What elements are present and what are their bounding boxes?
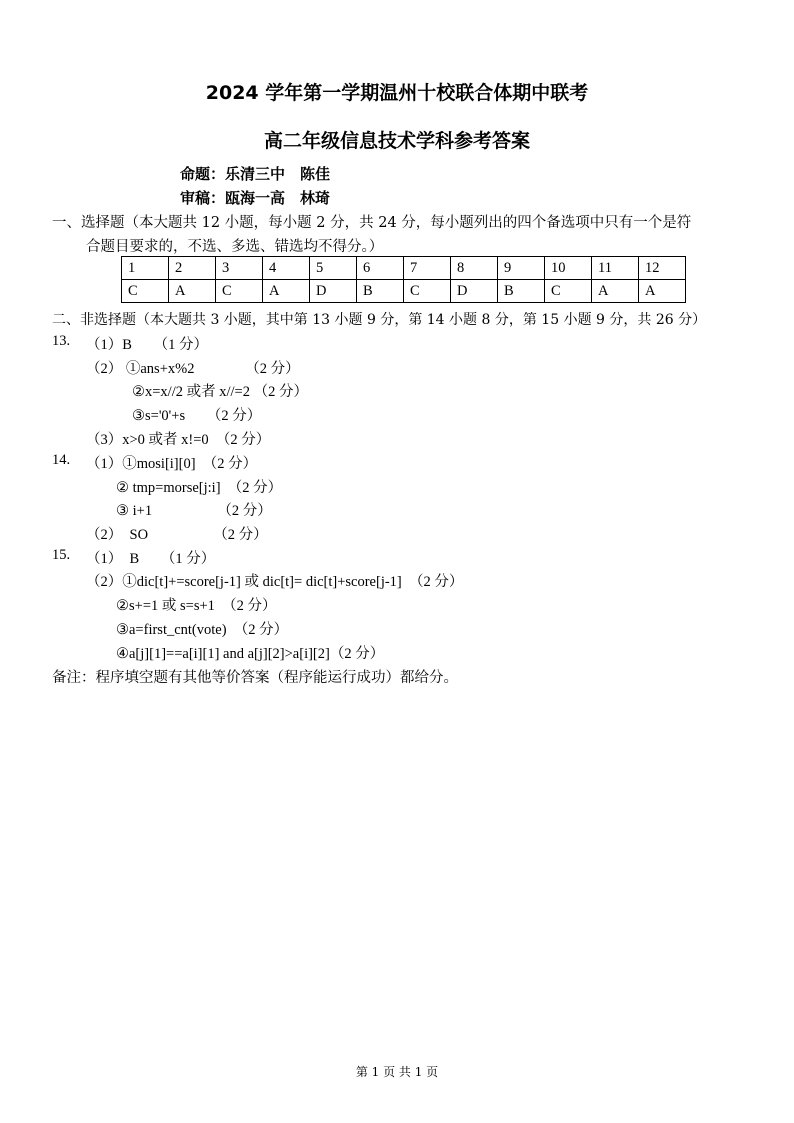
question-number-cell: 11 bbox=[592, 257, 639, 280]
question-number-cell: 5 bbox=[310, 257, 357, 280]
answer-cell: C bbox=[122, 280, 169, 303]
answer-cell: B bbox=[357, 280, 404, 303]
remark-note: 备注：程序填空题有其他等价答案（程序能运行成功）都给分。 bbox=[52, 670, 458, 686]
question-number-cell: 8 bbox=[451, 257, 498, 280]
question-number-row bbox=[122, 257, 686, 280]
q13-part2-b: ②x=x//2 或者 x//=2 （2 分） bbox=[132, 384, 308, 400]
answer-cell: A bbox=[263, 280, 310, 303]
answer-cell: A bbox=[639, 280, 686, 303]
question-number-cell: 7 bbox=[404, 257, 451, 280]
choice-answer-table bbox=[121, 256, 686, 303]
reviewer-line: 审稿：瓯海一高 林琦 bbox=[180, 189, 331, 207]
q15-part2-a: （2）①dic[t]+=score[j-1] 或 dic[t]= dic[t]+score[j-1] （2 分） bbox=[86, 574, 464, 590]
answer-cell: C bbox=[545, 280, 592, 303]
answer-row bbox=[122, 280, 686, 303]
q15-part2-c: ③a=first_cnt(vote) （2 分） bbox=[116, 622, 289, 638]
answer-cell: B bbox=[498, 280, 545, 303]
q14-part1-b: ② tmp=morse[j:i] （2 分） bbox=[116, 480, 283, 496]
section2-heading: 二、非选择题（本大题共 3 小题，其中第 13 小题 9 分，第 14 小题 8 分，第 15 小题 9 分，共 26 分） bbox=[52, 312, 707, 328]
q14-part1-a: （1）①mosi[i][0] （2 分） bbox=[86, 456, 258, 472]
q14-number: 14. bbox=[52, 452, 71, 468]
answer-cell: D bbox=[310, 280, 357, 303]
author-line: 命题：乐清三中 陈佳 bbox=[180, 165, 331, 183]
q13-number: 13. bbox=[52, 333, 71, 349]
document-subtitle: 高二年级信息技术学科参考答案 bbox=[263, 130, 530, 152]
question-number-cell: 6 bbox=[357, 257, 404, 280]
q13-part3: （3）x>0 或者 x!=0 （2 分） bbox=[86, 432, 271, 448]
q15-part1: （1） B （1 分） bbox=[86, 551, 216, 567]
question-number-cell: 3 bbox=[216, 257, 263, 280]
q15-number: 15. bbox=[52, 547, 71, 563]
question-number-cell: 12 bbox=[639, 257, 686, 280]
answer-cell: A bbox=[592, 280, 639, 303]
q14-part1-c: ③ i+1 （2 分） bbox=[116, 503, 272, 519]
q15-part2-d: ④a[j][1]==a[i][1] and a[j][2]>a[i][2]（2 分） bbox=[116, 646, 385, 662]
q13-part2-c: ③s='0'+s （2 分） bbox=[132, 408, 262, 424]
question-number-cell: 4 bbox=[263, 257, 310, 280]
answer-cell: C bbox=[216, 280, 263, 303]
q13-part1: （1）B （1 分） bbox=[86, 337, 209, 353]
page-footer: 第 1 页 共 1 页 bbox=[355, 1065, 439, 1079]
question-number-cell: 10 bbox=[545, 257, 592, 280]
question-number-cell: 1 bbox=[122, 257, 169, 280]
answer-cell: D bbox=[451, 280, 498, 303]
q13-part2-a: （2） ①ans+x%2 （2 分） bbox=[86, 361, 300, 377]
question-number-cell: 9 bbox=[498, 257, 545, 280]
section1-heading-cont: 合题目要求的，不选、多选、错选均不得分。） bbox=[86, 239, 384, 255]
answer-cell: A bbox=[169, 280, 216, 303]
section1-heading: 一、选择题（本大题共 12 小题，每小题 2 分，共 24 分，每小题列出的四个备选项中只有一个是符 bbox=[52, 215, 692, 231]
q15-part2-b: ②s+=1 或 s=s+1 （2 分） bbox=[116, 598, 277, 614]
q14-part2: （2） SO （2 分） bbox=[86, 527, 268, 543]
answer-cell: C bbox=[404, 280, 451, 303]
document-title: 2024 学年第一学期温州十校联合体期中联考 bbox=[205, 82, 589, 104]
question-number-cell: 2 bbox=[169, 257, 216, 280]
